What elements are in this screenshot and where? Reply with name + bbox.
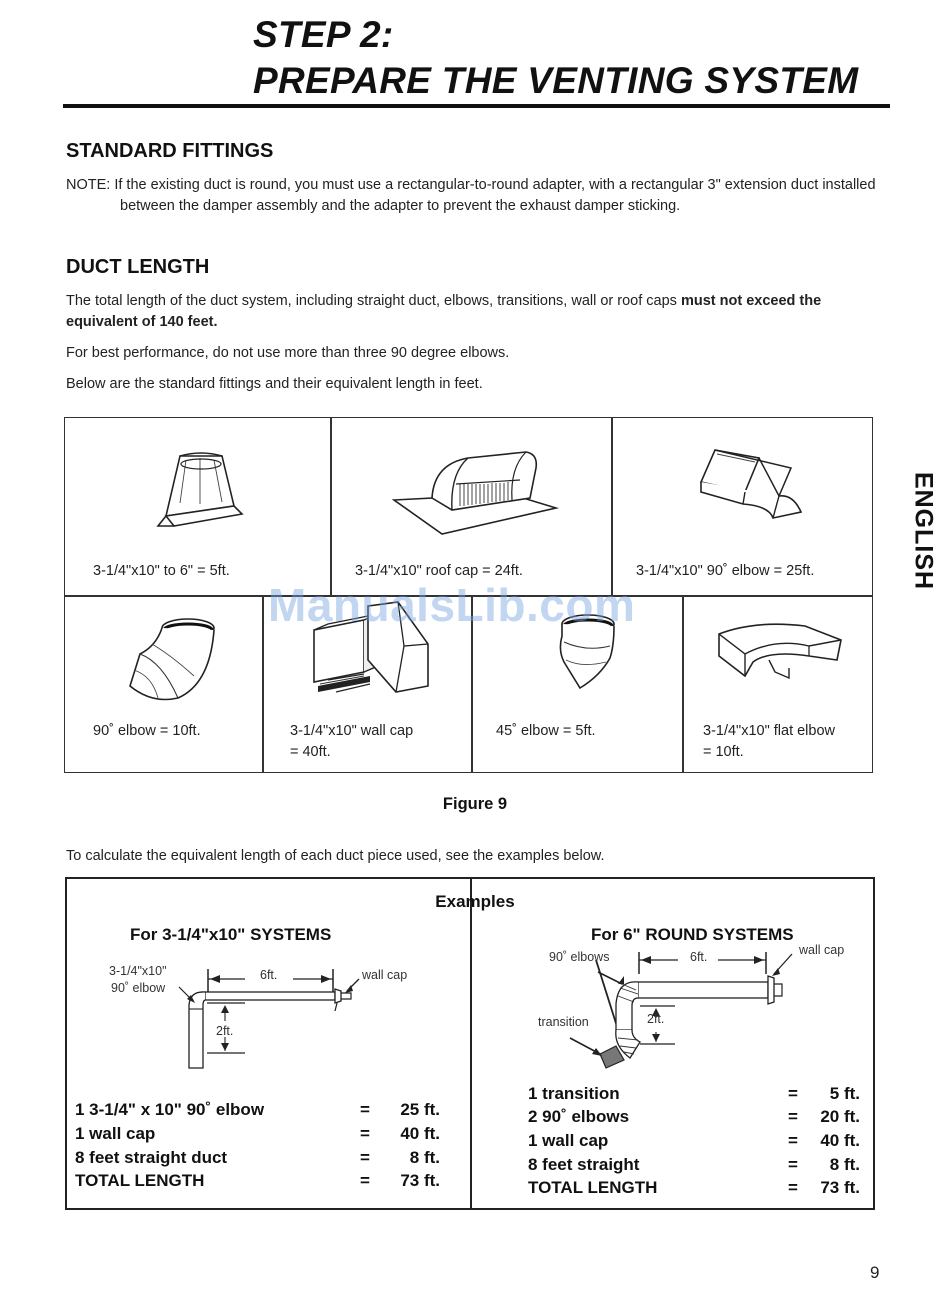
- language-tab: ENGLISH: [909, 471, 938, 591]
- round-length-label: 6ft.: [690, 950, 708, 964]
- duct-length-heading: DUCT LENGTH: [66, 256, 210, 278]
- row-equals: =: [360, 1100, 370, 1119]
- list-item: [75, 1124, 445, 1148]
- row-equals: =: [788, 1131, 798, 1150]
- list-item: [75, 1100, 445, 1124]
- row-item: 2 90˚ elbows: [528, 1107, 630, 1126]
- list-item: [528, 1084, 863, 1108]
- fitting-label-wall-cap: 3-1/4"x10" wall cap: [290, 723, 414, 739]
- row-value: 8 ft.: [409, 1148, 440, 1167]
- list-item: [75, 1148, 445, 1172]
- list-item: [528, 1178, 863, 1202]
- fitting-label-flat-elbow: 3-1/4"x10" flat elbow: [703, 723, 836, 739]
- round-transition-label: transition: [538, 1015, 589, 1029]
- round-system-diagram: [560, 950, 800, 1070]
- row-equals: =: [788, 1178, 798, 1197]
- standard-fittings-heading: STANDARD FITTINGS: [66, 140, 274, 162]
- roof-cap-icon: [390, 442, 560, 537]
- grid-divider: [330, 417, 332, 595]
- row-item: 1 wall cap: [75, 1124, 156, 1143]
- row-equals: =: [788, 1084, 798, 1103]
- round-elbow-90-icon: [122, 606, 222, 706]
- row-value: 40 ft.: [820, 1131, 860, 1150]
- rect-elbow-label-2: 90˚ elbow: [111, 981, 166, 995]
- title-divider: [63, 104, 890, 108]
- fitting-label-transition: 3-1/4"x10" to 6" = 5ft.: [93, 563, 230, 579]
- round-height-label: 2ft.: [647, 1012, 665, 1026]
- rect-cap-label: wall cap: [362, 968, 408, 982]
- duct-length-paragraph: The total length of the duct system, including straight duct, elbows, transitions, wall or roof caps must not exceed the equivalent of 140 feet.: [66, 293, 822, 330]
- calc-intro: To calculate the equivalent length of each duct piece used, see the examples below.: [66, 848, 605, 864]
- row-value: 5 ft.: [829, 1084, 860, 1103]
- grid-divider: [611, 417, 613, 595]
- page-title: PREPARE THE VENTING SYSTEM: [253, 60, 859, 101]
- watermark: ManualsLib.com: [268, 579, 636, 631]
- list-item: [75, 1171, 445, 1195]
- page-title-step: STEP 2:: [253, 14, 394, 55]
- row-item: 1 transition: [528, 1084, 620, 1103]
- rect-elbow-label: 3-1/4"x10": [109, 964, 167, 978]
- round-elbows-label: 90˚ elbows: [549, 950, 610, 964]
- row-value: 73 ft.: [820, 1178, 860, 1197]
- rect-height-label: 2ft.: [216, 1024, 234, 1038]
- row-item: 8 feet straight duct: [75, 1148, 228, 1167]
- figure-caption: Figure 9: [442, 795, 508, 813]
- row-value: 8 ft.: [829, 1155, 860, 1174]
- row-item: 1 3-1/4" x 10" 90˚ elbow: [75, 1100, 265, 1119]
- fitting-label-wall-cap-value: = 40ft.: [290, 744, 331, 760]
- row-value: 73 ft.: [400, 1171, 440, 1190]
- grid-divider: [682, 595, 684, 773]
- row-equals: =: [360, 1148, 370, 1167]
- fitting-label-round-elbow-90: 90˚ elbow = 10ft.: [93, 723, 201, 739]
- rect-system-heading: For 3-1/4"x10" SYSTEMS: [130, 925, 332, 944]
- standard-fittings-note: NOTE: If the existing duct is round, you must use a rectangular-to-round adapter, with a rectangular 3" extension duct installed between the damper assembly and the adapter to prevent the exhaust damper sticking.: [66, 177, 876, 214]
- list-item: [528, 1107, 863, 1131]
- row-item: 8 feet straight: [528, 1155, 640, 1174]
- fittings-intro: Below are the standard fittings and their equivalent length in feet.: [66, 376, 483, 392]
- examples-divider: [470, 877, 472, 1210]
- round-cap-label: wall cap: [799, 943, 845, 957]
- round-system-heading: For 6" ROUND SYSTEMS: [591, 925, 794, 944]
- fitting-label-roof-cap: 3-1/4"x10" roof cap = 24ft.: [355, 563, 523, 579]
- examples-title: Examples: [435, 892, 515, 911]
- row-equals: =: [788, 1155, 798, 1174]
- row-equals: =: [788, 1107, 798, 1126]
- grid-divider: [262, 595, 264, 773]
- transition-icon: [150, 448, 250, 533]
- row-item: TOTAL LENGTH: [75, 1171, 205, 1190]
- row-value: 25 ft.: [400, 1100, 440, 1119]
- row-value: 20 ft.: [820, 1107, 860, 1126]
- list-item: [528, 1155, 863, 1179]
- fitting-label-flat-elbow-value: = 10ft.: [703, 744, 744, 760]
- elbow-advice: For best performance, do not use more than three 90 degree elbows.: [66, 345, 510, 361]
- page-number: 9: [870, 1263, 880, 1282]
- flat-elbow-icon: [715, 616, 847, 686]
- list-item: [528, 1131, 863, 1155]
- fitting-label-rect-elbow: 3-1/4"x10" 90˚ elbow = 25ft.: [636, 563, 815, 579]
- row-equals: =: [360, 1171, 370, 1190]
- row-item: 1 wall cap: [528, 1131, 609, 1150]
- row-equals: =: [360, 1124, 370, 1143]
- fitting-label-round-elbow-45: 45˚ elbow = 5ft.: [496, 723, 596, 739]
- row-value: 40 ft.: [400, 1124, 440, 1143]
- rect-length-label: 6ft.: [260, 968, 278, 982]
- rect-elbow-icon: [695, 448, 805, 523]
- row-item: TOTAL LENGTH: [528, 1178, 658, 1197]
